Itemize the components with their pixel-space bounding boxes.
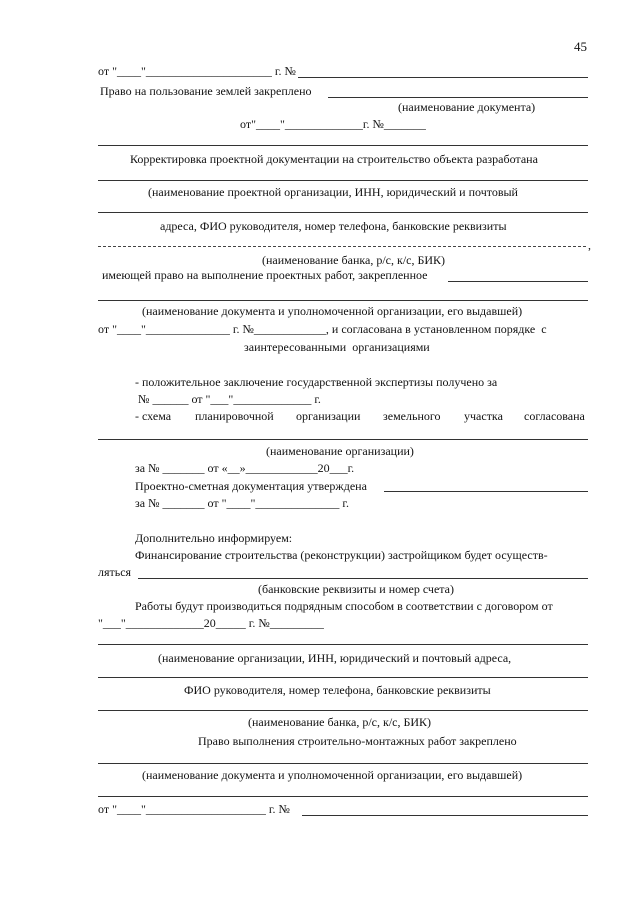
estimate-approved-text: Проектно-сметная документация утверждена <box>135 479 367 493</box>
financing-text-cont: ляться <box>98 565 132 579</box>
caption-organization: (наименование организации) <box>266 444 414 458</box>
caption-design-org: (наименование проектной организации, ИНН, юридический и почтовый <box>148 185 518 199</box>
construction-right-text: Право выполнения строительно-монтажных работ закреплено <box>198 734 517 748</box>
fill-line <box>98 212 588 213</box>
caption-bank-account: (банковские реквизиты и номер счета) <box>258 582 454 596</box>
scheme-word-3: организации <box>296 409 361 423</box>
scheme-word-2: планировочной <box>195 409 274 423</box>
fill-line <box>98 677 588 678</box>
land-right-label: Право на пользование землей закреплено <box>100 84 312 98</box>
contract-text: Работы будут производиться подрядным способом в соответствии с договором от <box>135 599 553 613</box>
scheme-word-1: - схема <box>135 409 172 423</box>
scheme-number-line: за № _______ от «__»____________20___г. <box>135 461 355 475</box>
scheme-word-4: земельного <box>383 409 441 423</box>
caption-contractor-org: (наименование организации, ИНН, юридический и почтовый адреса, <box>158 651 512 665</box>
fill-line <box>298 77 588 78</box>
caption-document-org-2: (наименование документа и уполномоченной организации, его выдавшей) <box>142 768 523 782</box>
caption-document-org: (наименование документа и уполномоченной организации, его выдавшей) <box>142 304 523 318</box>
fill-line <box>448 281 588 282</box>
expertise-number-line: № ______ от "___"_____________ г. <box>138 392 321 406</box>
expertise-text: - положительное заключение государственной экспертизы получено за <box>135 375 498 389</box>
caption-bank-2: (наименование банка, р/с, к/с, БИК) <box>248 715 432 729</box>
caption-bank: (наименование банка, р/с, к/с, БИК) <box>262 253 446 267</box>
page-number: 45 <box>574 39 587 54</box>
fill-line <box>98 796 588 797</box>
design-correction-text: Корректировка проектной документации на строительство объекта разработана <box>130 152 538 166</box>
contract-date-line: "___"_____________20_____ г. №_________ <box>98 616 324 630</box>
doc-date-line: от"____"_____________г. №_______ <box>240 117 426 131</box>
fill-line <box>98 180 588 181</box>
fill-line <box>98 246 586 247</box>
fill-line <box>302 815 588 816</box>
agreement-line: от "____"______________ г. №____________, и согласована в установленном порядке с <box>98 322 547 336</box>
final-date-number-line: от "____"____________________ г. № <box>98 802 290 816</box>
caption-contractor-address: ФИО руководителя, номер телефона, банковские реквизиты <box>184 683 491 697</box>
caption-address: адреса, ФИО руководителя, номер телефона, банковские реквизиты <box>160 219 507 233</box>
fill-line <box>138 578 588 579</box>
financing-text: Финансирование строительства (реконструкции) застройщиком будет осуществ- <box>135 548 548 562</box>
estimate-number-line: за № _______ от "____"______________ г. <box>135 496 349 510</box>
doc-date-number-line: от "____"_____________________ г. № <box>98 64 296 78</box>
fill-line <box>98 145 588 146</box>
fill-line <box>98 644 588 645</box>
fill-line <box>98 710 588 711</box>
design-right-text: имеющей право на выполнение проектных работ, закрепленное <box>102 268 428 282</box>
fill-line <box>328 97 588 98</box>
fill-line <box>98 300 588 301</box>
scheme-word-6: согласована <box>524 409 585 423</box>
fill-line <box>98 763 588 764</box>
additional-info-heading: Дополнительно информируем: <box>135 531 293 545</box>
caption-document-name: (наименование документа) <box>398 100 536 114</box>
interested-orgs-text: заинтересованными организациями <box>244 340 430 354</box>
fill-line <box>384 491 588 492</box>
fill-line <box>98 439 588 440</box>
comma: , <box>588 238 591 252</box>
scheme-word-5: участка <box>464 409 503 423</box>
